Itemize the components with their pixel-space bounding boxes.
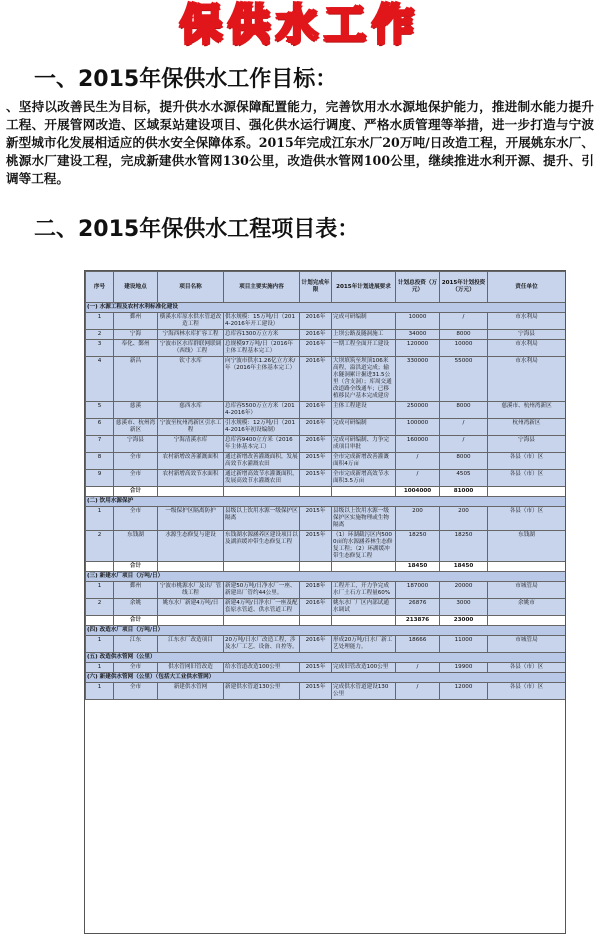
table-cell: 通过新增改善灌溉面积，发展高效节水灌溉农田 xyxy=(224,453,300,470)
table-cell: 1 xyxy=(86,582,114,599)
table-cell xyxy=(300,487,332,497)
table-cell: 6 xyxy=(86,419,114,436)
table-cell: 一期工程全面开工建设 xyxy=(332,340,396,357)
table-header-cell: 项目名称 xyxy=(158,272,224,303)
table-cell: 各县（市）区 xyxy=(488,470,566,487)
table-cell: 330000 xyxy=(396,357,440,402)
table-cell xyxy=(488,487,566,497)
table-cell: 江东 xyxy=(114,636,158,653)
table-cell: 市水利局 xyxy=(488,340,566,357)
table-row xyxy=(86,419,566,436)
table-cell: 2016年 xyxy=(300,330,332,340)
table-cell: 鄞州 xyxy=(114,313,158,330)
section2-heading: 二、2015年保供水工程项目表： xyxy=(34,217,360,242)
table-cell: 宁波市桃源水厂及出厂管线工程 xyxy=(158,582,224,599)
table-cell xyxy=(224,562,300,572)
table-cell: 2016年 xyxy=(300,436,332,453)
table-cell: 市水利局 xyxy=(488,357,566,402)
table-header-cell: 项目主要实施内容 xyxy=(224,272,300,303)
table-cell: 10000 xyxy=(396,313,440,330)
table-cell: 2015年 xyxy=(300,453,332,470)
section-label: (六) 新建供水管网（公里）（包括大工业供水管网） xyxy=(86,673,566,683)
table-cell: 合计 xyxy=(114,562,158,572)
table-cell: 81000 xyxy=(440,487,488,497)
table-cell: 2015年 xyxy=(300,663,332,673)
table-row xyxy=(86,683,566,700)
table-cell xyxy=(332,487,396,497)
table-cell: 18250 xyxy=(396,531,440,562)
table-cell: 慈溪市、杭州湾新区 xyxy=(488,402,566,419)
table-cell: 慈西水库 xyxy=(158,402,224,419)
table-cell: 市城管局 xyxy=(488,582,566,599)
table-cell: 横溪水库原水供水管道改造工程 xyxy=(158,313,224,330)
table-row xyxy=(86,531,566,562)
table-header-cell: 责任单位 xyxy=(488,272,566,303)
table-cell: 1004000 xyxy=(396,487,440,497)
table-section-row xyxy=(86,303,566,313)
table-cell: 3000 xyxy=(440,599,488,616)
table-cell: 1 xyxy=(86,313,114,330)
table-cell: 18450 xyxy=(440,562,488,572)
table-cell: 宁海县 xyxy=(114,436,158,453)
table-row xyxy=(86,636,566,653)
table-cell: 2016年 xyxy=(300,313,332,330)
table-cell: 2016年 xyxy=(300,357,332,402)
table-cell xyxy=(488,562,566,572)
table-cell: 8 xyxy=(86,453,114,470)
page-title: 保供水工作 xyxy=(179,0,420,49)
table-cell: 东钱湖 xyxy=(114,531,158,562)
table-cell: 2 xyxy=(86,531,114,562)
table-header-cell: 计划总投资（万元） xyxy=(396,272,440,303)
table-cell: 各县（市）区 xyxy=(488,507,566,531)
table-cell: / xyxy=(396,683,440,700)
table-cell: 宁波至杭州湾新区引水工程 xyxy=(158,419,224,436)
table-cell: 余姚市 xyxy=(488,599,566,616)
table-cell: / xyxy=(396,453,440,470)
table-cell: 奉化、鄞州 xyxy=(114,340,158,357)
table-cell: 8000 xyxy=(440,453,488,470)
table-cell xyxy=(158,487,224,497)
table-cell: 宁波市区水库群联网联调（西线）工程 xyxy=(158,340,224,357)
table-cell: 主体工程建设 xyxy=(332,402,396,419)
project-table-grid xyxy=(85,271,566,700)
table-cell: 250000 xyxy=(396,402,440,419)
table-cell: 上坝公路及隧洞施工 xyxy=(332,330,396,340)
table-section-row xyxy=(86,673,566,683)
table-cell: 120000 xyxy=(396,340,440,357)
table-cell: 23000 xyxy=(440,616,488,626)
table-row xyxy=(86,453,566,470)
table-cell: 4505 xyxy=(440,470,488,487)
table-cell xyxy=(158,562,224,572)
table-cell xyxy=(86,487,114,497)
table-cell: 全市 xyxy=(114,470,158,487)
table-cell: 19900 xyxy=(440,663,488,673)
table-cell: 2016年 xyxy=(300,599,332,616)
table-cell: 东钱湖水源涵养区建设项目以及湖滨缓冲带生态修复工程 xyxy=(224,531,300,562)
table-row xyxy=(86,663,566,673)
table-cell: 慈溪市、杭州湾新区 xyxy=(114,419,158,436)
table-cell xyxy=(488,616,566,626)
table-cell: 18250 xyxy=(440,531,488,562)
table-cell: 东钱湖 xyxy=(488,531,566,562)
table-cell: 26876 xyxy=(396,599,440,616)
table-row xyxy=(86,340,566,357)
table-cell xyxy=(300,616,332,626)
table-cell: 2015年 xyxy=(300,470,332,487)
table-cell: 20000 xyxy=(440,582,488,599)
table-cell xyxy=(224,616,300,626)
table-cell: 2016年 xyxy=(300,419,332,436)
table-cell: 工程开工，开力争完成水厂土石方工程量60% xyxy=(332,582,396,599)
table-cell: 20万吨/日水厂改造工程，涉及水厂工艺、设备、自控等。 xyxy=(224,636,300,653)
table-cell: 新建供水管道130公里 xyxy=(224,683,300,700)
table-cell: 全市完成新增高效节水面积3.5万亩 xyxy=(332,470,396,487)
table-cell: 200 xyxy=(396,507,440,531)
table-cell: 水源生态修复与建设 xyxy=(158,531,224,562)
section1-text: 、坚持以改善民生为目标，提升供水水源保障配置能力，完善饮用水水源地保护能力，推进制水能力提升工程、开展管网改造、区域泵站建设项目、强化供水运行调度、严格水质管理等举措，进一步打造与宁波新型城市化发展相适应的供水安全保障体系。2015年完成江东水厂20万吨/日改造工程，开展姚东水厂、桃源水厂建设工程，完成新建供水管网130公里，改造供水管网100公里，继续推进水利开源、提升、引调等工程。 xyxy=(6,99,594,186)
table-cell: 200 xyxy=(440,507,488,531)
table-cell: 完成可研编制 xyxy=(332,419,396,436)
table-cell: 姚东水厂新建4万吨/日 xyxy=(158,599,224,616)
table-cell: 2016年 xyxy=(300,636,332,653)
table-cell: 2 xyxy=(86,330,114,340)
table-section-row xyxy=(86,653,566,663)
table-cell: 2015年 xyxy=(300,507,332,531)
table-cell: 3 xyxy=(86,340,114,357)
table-row xyxy=(86,470,566,487)
table-subtotal-row xyxy=(86,487,566,497)
table-header-cell: 序号 xyxy=(86,272,114,303)
table-section-row xyxy=(86,626,566,636)
section-label: (四) 改造水厂项目（万吨/日） xyxy=(86,626,566,636)
table-cell: 一级保护区隔离防护 xyxy=(158,507,224,531)
table-cell: 1 xyxy=(86,636,114,653)
table-cell: 1 xyxy=(86,683,114,700)
table-cell: 县级以上饮用水源一级保护区实施物理或生物隔离 xyxy=(332,507,396,531)
table-cell: 各县（市）区 xyxy=(488,683,566,700)
table-cell: 江东水厂改造项目 xyxy=(158,636,224,653)
table-cell: 宁海县 xyxy=(488,330,566,340)
table-cell: 供水管网旧管改造 xyxy=(158,663,224,673)
table-cell: 引水规模：12万吨/日（2014-2016年初设编制） xyxy=(224,419,300,436)
table-section-row xyxy=(86,572,566,582)
table-cell: 完成旧管改造100公里 xyxy=(332,663,396,673)
table-cell: 大坝填筑至坝顶106米高程，溢洪道完成；输水隧洞累计掘进31.5公里（含支洞）；库周交通改道路全线通车；已移植移民户基本完成建房 xyxy=(332,357,396,402)
table-cell: 全市 xyxy=(114,683,158,700)
table-subtotal-row xyxy=(86,616,566,626)
table-cell: 2015年 xyxy=(300,683,332,700)
table-cell: 7 xyxy=(86,436,114,453)
table-cell: / xyxy=(396,663,440,673)
table-cell: 新昌 xyxy=(114,357,158,402)
table-cell: 形成20万吨/日水厂新工艺处理能力。 xyxy=(332,636,396,653)
table-cell: 杭州湾新区 xyxy=(488,419,566,436)
table-header-row xyxy=(86,272,566,303)
table-cell: 鄞州 xyxy=(114,582,158,599)
table-cell: 县级以上饮用水源一级保护区隔离 xyxy=(224,507,300,531)
table-cell: / xyxy=(396,470,440,487)
table-cell: 全市 xyxy=(114,453,158,470)
table-header-cell: 计划完成年限 xyxy=(300,272,332,303)
table-cell: 各县（市）区 xyxy=(488,663,566,673)
table-cell: 2016年 xyxy=(300,340,332,357)
table-cell: 全市 xyxy=(114,663,158,673)
table-cell xyxy=(158,616,224,626)
table-cell: 8000 xyxy=(440,330,488,340)
table-cell: 2016年 xyxy=(300,402,332,419)
table-cell: 总库容9400立方米（2016年主体基本完工） xyxy=(224,436,300,453)
table-cell: 市水利局 xyxy=(488,313,566,330)
table-cell: 1 xyxy=(86,663,114,673)
table-cell: 187000 xyxy=(396,582,440,599)
table-cell: 12000 xyxy=(440,683,488,700)
table-cell: 总规模97万吨/日（2016年主体工程基本完工） xyxy=(224,340,300,357)
table-cell: 160000 xyxy=(396,436,440,453)
table-cell: 合计 xyxy=(114,616,158,626)
table-row xyxy=(86,402,566,419)
table-cell: 农村新增改善灌溉面积 xyxy=(158,453,224,470)
table-cell: 给水管道改造100公里 xyxy=(224,663,300,673)
table-cell: 合计 xyxy=(114,487,158,497)
table-cell: 余姚 xyxy=(114,599,158,616)
table-cell: 10000 xyxy=(440,340,488,357)
table-cell: 宁海清溪水库 xyxy=(158,436,224,453)
table-cell: 100000 xyxy=(396,419,440,436)
table-cell: 慈溪 xyxy=(114,402,158,419)
table-cell: 2 xyxy=(86,599,114,616)
table-cell: 2015年 xyxy=(300,531,332,562)
table-cell: 姚东水厂厂区内部试通水调试 xyxy=(332,599,396,616)
table-subtotal-row xyxy=(86,562,566,572)
table-cell: 18450 xyxy=(396,562,440,572)
table-cell: 5 xyxy=(86,402,114,419)
table-row xyxy=(86,582,566,599)
table-row xyxy=(86,507,566,531)
table-cell: （1）环湖截污区内5000亩的水源涵养林生态修复工程；（2）环湖缓冲带生态修复工程 xyxy=(332,531,396,562)
table-header-cell: 建设地点 xyxy=(114,272,158,303)
table-cell: 2018年 xyxy=(300,582,332,599)
table-cell: 完成供水管道建设130公里 xyxy=(332,683,396,700)
table-cell: / xyxy=(440,436,488,453)
table-row xyxy=(86,313,566,330)
table-cell xyxy=(86,562,114,572)
table-cell xyxy=(332,562,396,572)
section1-heading: 一、2015年保供水工作目标： xyxy=(34,67,338,92)
table-cell: 全市完成新增改善灌溉面积4万亩 xyxy=(332,453,396,470)
table-cell: 新建50万吨/日净水厂一座、新建出厂管约44公里。 xyxy=(224,582,300,599)
table-cell: 宁海西林水库扩容工程 xyxy=(158,330,224,340)
table-cell: 向宁波市供水1.26亿立方米/年（2016年主体基本完工） xyxy=(224,357,300,402)
table-cell: 55000 xyxy=(440,357,488,402)
table-cell: 34000 xyxy=(396,330,440,340)
table-cell: 8000 xyxy=(440,402,488,419)
table-cell: 4 xyxy=(86,357,114,402)
table-cell: 1 xyxy=(86,507,114,531)
table-cell: 总库容5500万立方米（2014-2016年） xyxy=(224,402,300,419)
table-cell: 新建供水管网 xyxy=(158,683,224,700)
table-cell: / xyxy=(440,419,488,436)
table-cell: 钦寸水库 xyxy=(158,357,224,402)
table-cell: 总库容1300万立方米 xyxy=(224,330,300,340)
table-cell: 完成可研编制 xyxy=(332,313,396,330)
project-table xyxy=(84,270,566,934)
table-cell: 供水规模：15万吨/日（2014-2016年开工建设） xyxy=(224,313,300,330)
table-cell: 通过新增高效节水灌溉面积，发展高效节水灌溉农田 xyxy=(224,470,300,487)
table-cell: 宁海 xyxy=(114,330,158,340)
table-cell: 新建4万吨/日净水厂一座及配套原水管道、供水管道工程 xyxy=(224,599,300,616)
table-cell: 各县（市）区 xyxy=(488,453,566,470)
table-cell xyxy=(86,616,114,626)
table-cell xyxy=(300,562,332,572)
table-row xyxy=(86,357,566,402)
section-label: (三) 新建水厂项目（万吨/日） xyxy=(86,572,566,582)
table-cell xyxy=(224,487,300,497)
table-cell: 18666 xyxy=(396,636,440,653)
table-header-cell: 2015年计划进展要求 xyxy=(332,272,396,303)
table-cell: 农村新增高效节水面积 xyxy=(158,470,224,487)
table-row xyxy=(86,599,566,616)
table-cell: 市城管局 xyxy=(488,636,566,653)
table-section-row xyxy=(86,497,566,507)
table-cell: 完成可研编制、力争完成项目审批 xyxy=(332,436,396,453)
table-cell: / xyxy=(440,313,488,330)
table-cell: 9 xyxy=(86,470,114,487)
table-cell: 11000 xyxy=(440,636,488,653)
table-cell: 宁海县 xyxy=(488,436,566,453)
table-cell xyxy=(332,616,396,626)
table-header-cell: 2015年计划投资（万元） xyxy=(440,272,488,303)
table-cell: 全市 xyxy=(114,507,158,531)
table-row xyxy=(86,436,566,453)
section-label: (五) 改造供水管网（公里） xyxy=(86,653,566,663)
section-label: (二) 饮用水源保护 xyxy=(86,497,566,507)
table-row xyxy=(86,330,566,340)
table-cell: 213876 xyxy=(396,616,440,626)
section-label: (一) 水源工程及农村水利标准化建设 xyxy=(86,303,566,313)
